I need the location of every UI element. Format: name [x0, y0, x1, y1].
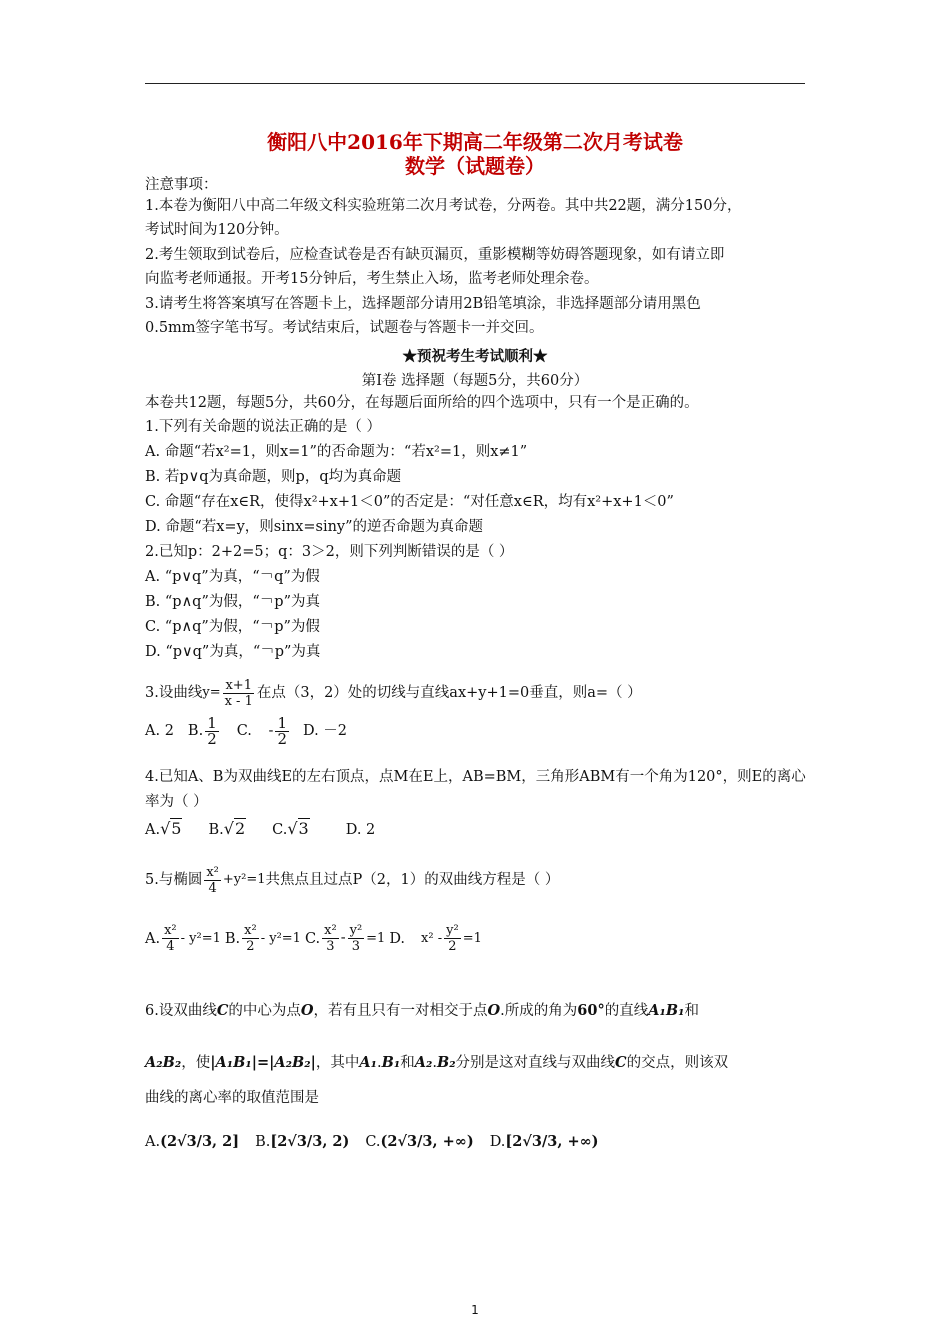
q5-option-b-numerator: x²	[244, 922, 257, 938]
q5-option-d-head: x² -	[421, 931, 443, 946]
q6-text-3: ，若有且只有一对相交于点	[313, 1003, 488, 1019]
q5-option-c-numerator-1: x²	[324, 922, 337, 938]
q5-option-b-tail: - y²=1	[260, 931, 301, 946]
q6-option-a-label: A.	[145, 1134, 161, 1150]
q5-option-a-tail: - y²=1	[180, 931, 221, 946]
q5-suffix: 共焦点且过点P（2，1）的双曲线方程是（ ）	[265, 872, 560, 888]
q6-option-d-label: D.	[489, 1134, 506, 1150]
q3-option-b-denominator: 2	[207, 729, 217, 748]
q6-line-1	[145, 1000, 699, 1022]
q2-option-d: D. “p∨q”为真，“￢p”为真	[145, 644, 321, 660]
q6-text-9: 和	[400, 1055, 415, 1071]
q6-line-a1b1: A₁B₁	[648, 1002, 685, 1019]
q5-option-c-fraction-2	[348, 923, 365, 954]
q6-line-a2b2: A₂B₂	[145, 1054, 182, 1071]
exam-title: 衡阳八中2016年下期高二年级第二次月考试卷	[267, 130, 683, 154]
q6-option-c-label: C.	[365, 1134, 381, 1150]
notice-line-4: 向监考老师通报。开考15分钟后，考生禁止入场，监考老师处理余卷。	[145, 271, 599, 287]
q1-stem: 1.下列有关命题的说法正确的是（ ）	[145, 419, 381, 435]
q5-ellipse-numerator: x²	[206, 864, 219, 880]
q5-option-b-denominator: 2	[246, 938, 255, 954]
q6-symbol-a2: A₂	[414, 1054, 433, 1071]
q5-option-a-label: A.	[145, 931, 161, 947]
q5-option-d-tail: =1	[462, 931, 482, 946]
q3-option-b-fraction	[205, 713, 219, 748]
q5-option-c-denominator-1: 3	[326, 938, 335, 954]
notice-line-2: 考试时间为120分钟。	[145, 222, 289, 238]
q3-option-c-fraction	[275, 713, 289, 748]
q6-abs-equation: |A₁B₁|=|A₂B₂|	[210, 1054, 316, 1071]
q6-sep-2: .	[432, 1055, 437, 1071]
q5-option-a-denominator: 4	[166, 938, 175, 954]
q3-curve-fraction	[223, 678, 255, 709]
q4-option-b-sqrt: √2	[223, 819, 246, 838]
q3-option-a: A. 2	[145, 723, 174, 739]
q4-line-1: 4.已知A、B为双曲线E的左右顶点，点M在E上，AB=BM，三角形ABM有一个角为120°，则E的离心	[145, 769, 806, 785]
q6-line-3: 曲线的离心率的取值范围是	[145, 1090, 319, 1106]
q5-stem	[145, 852, 559, 908]
q3-option-c-numerator: 1	[277, 713, 287, 732]
q3-option-b-numerator: 1	[207, 713, 217, 732]
q5-ellipse-fraction	[204, 865, 221, 896]
q3-stem	[145, 676, 642, 710]
q5-prefix: 5.与椭圆	[145, 872, 203, 888]
q6-text-1: 6.设双曲线	[145, 1003, 217, 1019]
q3-option-d: D. －2	[302, 723, 348, 739]
q6-symbol-o-2: O	[487, 1002, 501, 1019]
q5-option-c-label: C.	[304, 931, 321, 947]
q1-option-a: A. 命题“若x²=1，则x=1”的否命题为：“若x²=1，则x≠1”	[145, 444, 528, 460]
q6-sep-1: .	[377, 1055, 382, 1071]
q6-text-7: ，使	[181, 1055, 211, 1071]
q5-option-d-numerator: y²	[446, 922, 459, 938]
q5-option-d-denominator: 2	[448, 938, 457, 954]
q3-prefix: 3.设曲线	[145, 685, 203, 701]
q6-symbol-c: C	[216, 1002, 229, 1019]
q1-option-c: C. 命题“存在x∈R，使得x²+x+1＜0”的否定是：“对任意x∈R，均有x²+x+1＜0”	[145, 494, 674, 510]
q5-option-d-label: D.	[389, 931, 406, 947]
q3-option-c-sign: -	[268, 723, 274, 739]
q6-symbol-o: O	[300, 1002, 314, 1019]
q3-option-c-denominator: 2	[277, 729, 287, 748]
q5-ellipse-tail: +y²=1	[222, 872, 266, 887]
q5-option-b-label: B.	[224, 931, 241, 947]
q5-option-a-numerator: x²	[164, 922, 177, 938]
q2-option-c: C. “p∧q”为假，“￢p”为假	[145, 619, 320, 635]
q3-option-b-label: B.	[187, 723, 204, 739]
q4-options	[145, 818, 375, 841]
q6-symbol-a1: A₁	[359, 1054, 377, 1071]
q3-options	[145, 712, 347, 750]
q3-curve-numerator: x+1	[225, 677, 252, 693]
notice-line-3: 2.考生领取到试卷后，应检查试卷是否有缺页漏页，重影模糊等妨碍答题现象，如有请立即	[145, 247, 725, 263]
blessing-line: ★预祝考生考试顺利★	[402, 348, 548, 365]
q4-option-c-radicand: 3	[298, 819, 309, 838]
q6-line-2	[145, 1052, 728, 1074]
q6-text-6: 和	[684, 1003, 699, 1019]
q2-option-a: A. “p∨q”为真，“￢q”为假	[145, 569, 320, 585]
q5-ellipse-denominator: 4	[208, 880, 217, 896]
q6-option-a-expr: (2√3/3, 2]	[160, 1133, 240, 1150]
q6-option-c-expr: (2√3/3, +∞)	[380, 1133, 474, 1150]
q6-options	[145, 1122, 599, 1162]
q6-symbol-b1: B₁	[381, 1054, 401, 1071]
q6-text-11: 的交点，则该双	[626, 1055, 729, 1071]
q3-option-c-label: C.	[236, 723, 252, 739]
q2-option-b: B. “p∧q”为假，“￢p”为真	[145, 594, 320, 610]
q2-stem: 2.已知p：2+2=5；q：3＞2，则下列判断错误的是（ ）	[145, 544, 514, 560]
notice-line-5: 3.请考生将答案填写在答题卡上，选择题部分请用2B铅笔填涂，非选择题部分请用黑色	[145, 296, 701, 312]
q4-option-c-sqrt: √3	[287, 819, 309, 838]
q5-option-c-minus: -	[340, 930, 346, 946]
exam-subtitle: 数学（试题卷）	[405, 154, 545, 178]
q3-curve-denominator: x - 1	[224, 693, 253, 709]
q4-option-a-radicand: 5	[171, 819, 182, 838]
q6-option-b-label: B.	[255, 1134, 271, 1150]
q6-symbol-b2: B₂	[436, 1054, 456, 1071]
section-intro: 本卷共12题，每题5分，共60分，在每题后面所给的四个选项中，只有一个是正确的。	[145, 395, 699, 411]
q6-text-5: 的直线	[604, 1003, 649, 1019]
q4-option-a-sqrt: √5	[160, 819, 182, 838]
q4-line-2: 率为（ ）	[145, 794, 208, 810]
section-title: 第I卷 选择题（每题5分，共60分）	[361, 373, 589, 389]
q6-symbol-c-2: C	[615, 1054, 627, 1071]
notice-line-6: 0.5mm签字笔书写。考试结束后，试题卷与答题卡一并交回。	[145, 320, 544, 336]
q6-text-4: .所成的角为	[500, 1003, 578, 1019]
q6-text-2: 的中心为点	[228, 1003, 301, 1019]
q4-option-d: D. 2	[345, 822, 376, 838]
q6-option-b-expr: [2√3/3, 2)	[270, 1133, 350, 1150]
q4-option-b-label: B.	[208, 822, 224, 838]
notice-line-1: 1.本卷为衡阳八中高二年级文科实验班第二次月考试卷，分两卷。其中共22题，满分150分，	[145, 198, 742, 214]
notice-heading: 注意事项：	[145, 177, 218, 193]
q4-option-a-label: A.	[145, 822, 161, 838]
q5-option-d-fraction	[444, 923, 461, 954]
q6-text-8: ，其中	[315, 1055, 360, 1071]
q5-option-c-numerator-2: y²	[349, 922, 363, 938]
q5-option-b-fraction	[242, 923, 259, 954]
q5-option-c-tail: =1	[366, 931, 386, 946]
q1-option-d: D. 命题“若x=y，则sinx=siny”的逆否命题为真命题	[145, 519, 484, 535]
q1-option-b: B. 若p∨q为真命题，则p，q均为真命题	[145, 469, 402, 485]
q6-option-d-expr: [2√3/3, +∞)	[505, 1133, 599, 1150]
q3-y-label: y=	[202, 685, 221, 700]
q6-angle: 60°	[577, 1002, 605, 1019]
q6-text-10: 分别是这对直线与双曲线	[455, 1055, 616, 1071]
q5-option-c-denominator-2: 3	[351, 938, 361, 954]
q4-option-c-label: C.	[272, 822, 288, 838]
q3-suffix: 在点（3，2）处的切线与直线ax+y+1=0垂直，则a=（ ）	[256, 685, 642, 701]
q5-option-c-fraction-1	[322, 923, 339, 954]
header-rule	[145, 83, 805, 84]
q5-options	[145, 918, 482, 959]
q4-option-b-radicand: 2	[234, 819, 246, 838]
q5-option-a-fraction	[162, 923, 179, 954]
page-number: 1	[471, 1303, 479, 1317]
